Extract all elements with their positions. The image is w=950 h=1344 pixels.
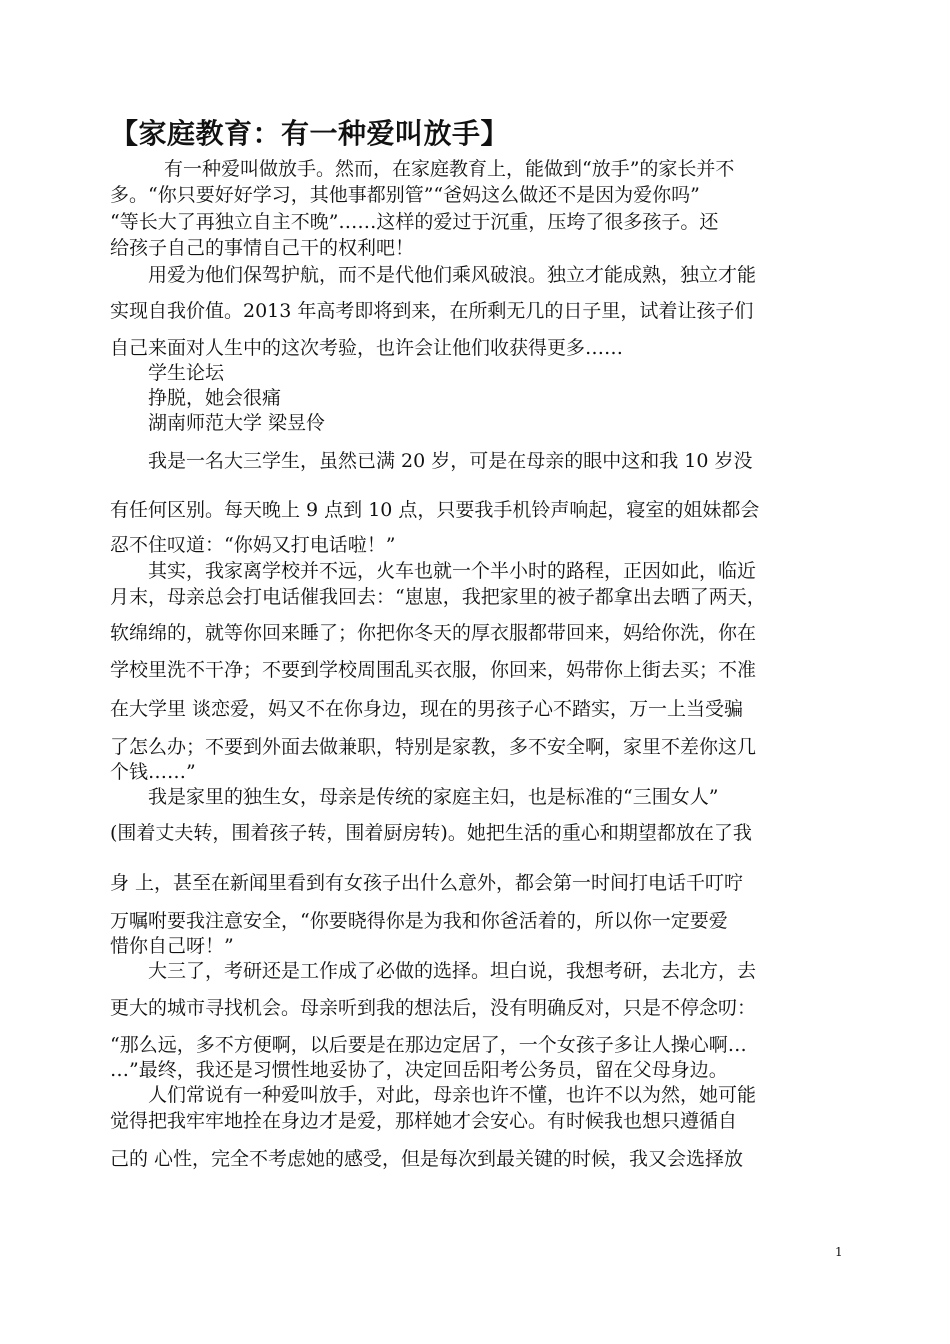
text-line: 给孩子自己的事情自己干的权利吧！ <box>110 237 415 259</box>
text-line: 万嘱咐要我注意安全，“你要晓得你是为我和你爸活着的，所以你一定要爱 <box>110 910 728 932</box>
page-number: 1 <box>835 1245 843 1259</box>
text-line: 月末，母亲总会打电话催我回去：“崽崽，我把家里的被子都拿出去晒了两天， <box>110 586 766 608</box>
text-line: 有任何区别。每天晚上 9 点到 10 点，只要我手机铃声响起，寝室的姐妹都会 <box>110 499 760 521</box>
text-line: 忍不住叹道：“你妈又打电话啦！” <box>110 534 396 556</box>
text-line: “等长大了再独立自主不晚”……这样的爱过于沉重，压垮了很多孩子。还 <box>110 211 719 233</box>
text-line: 自己来面对人生中的这次考验，也许会让他们收获得更多…… <box>110 337 624 359</box>
text-line: 觉得把我牢牢地拴在身边才是爱，那样她才会安心。有时候我也想只遵循自 <box>110 1110 738 1132</box>
text-line: 有一种爱叫做放手。然而，在家庭教育上，能做到“放手”的家长并不 <box>164 158 735 180</box>
text-line: 学生论坛 <box>148 362 225 384</box>
text-line: 学校里洗不干净；不要到学校周围乱买衣服，你回来，妈带你上街去买；不准 <box>110 659 757 681</box>
text-line: “那么远，多不方便啊，以后要是在那边定居了，一个女孩子多让人操心啊… <box>110 1034 747 1056</box>
text-line: 用爱为他们保驾护航，而不是代他们乘风破浪。独立才能成熟，独立才能 <box>148 264 757 286</box>
text-line: 个钱……” <box>110 761 196 783</box>
text-line: 身 上，甚至在新闻里看到有女孩子出什么意外，都会第一时间打电话千叮咛 <box>110 872 744 894</box>
text-line: 多。“你只要好好学习，其他事都别管”“爸妈这么做还不是因为爱你吗” <box>110 184 700 206</box>
text-line: 大三了，考研还是工作成了必做的选择。坦白说，我想考研，去北方，去 <box>148 960 757 982</box>
text-line: 实现自我价值。2013 年高考即将到来，在所剩无几的日子里，试着让孩子们 <box>110 300 754 322</box>
text-line: (围着丈夫转，围着孩子转，围着厨房转)。她把生活的重心和期望都放在了我 <box>110 822 752 844</box>
text-line: 挣脱，她会很痛 <box>148 387 282 409</box>
text-line: 己的 心性，完全不考虑她的感受，但是每次到最关键的时候，我又会选择放 <box>110 1148 744 1170</box>
text-line: 其实，我家离学校并不远，火车也就一个半小时的路程，正因如此，临近 <box>148 560 757 582</box>
text-line: 了怎么办；不要到外面去做兼职，特别是家教，多不安全啊，家里不差你这几 <box>110 736 757 758</box>
text-line: 我是家里的独生女，母亲是传统的家庭主妇，也是标准的“三围女人” <box>148 786 719 808</box>
text-line: 湖南师范大学 梁昱伶 <box>148 412 326 434</box>
text-line: 更大的城市寻找机会。母亲听到我的想法后，没有明确反对，只是不停念叨： <box>110 997 757 1019</box>
text-line: 人们常说有一种爱叫放手，对此，母亲也许不懂，也许不以为然，她可能 <box>148 1084 757 1106</box>
text-line: 惜你自己呀！” <box>110 935 234 957</box>
text-line: 在大学里 谈恋爱，妈又不在你身边，现在的男孩子心不踏实，万一上当受骗 <box>110 698 744 720</box>
text-line: 我是一名大三学生，虽然已满 20 岁，可是在母亲的眼中这和我 10 岁没 <box>148 450 753 472</box>
text-line: …”最终，我还是习惯性地妥协了，决定回岳阳考公务员，留在父母身边。 <box>110 1059 728 1081</box>
document-title: 【家庭教育：有一种爱叫放手】 <box>110 117 510 150</box>
text-line: 软绵绵的，就等你回来睡了；你把你冬天的厚衣服都带回来，妈给你洗，你在 <box>110 622 757 644</box>
